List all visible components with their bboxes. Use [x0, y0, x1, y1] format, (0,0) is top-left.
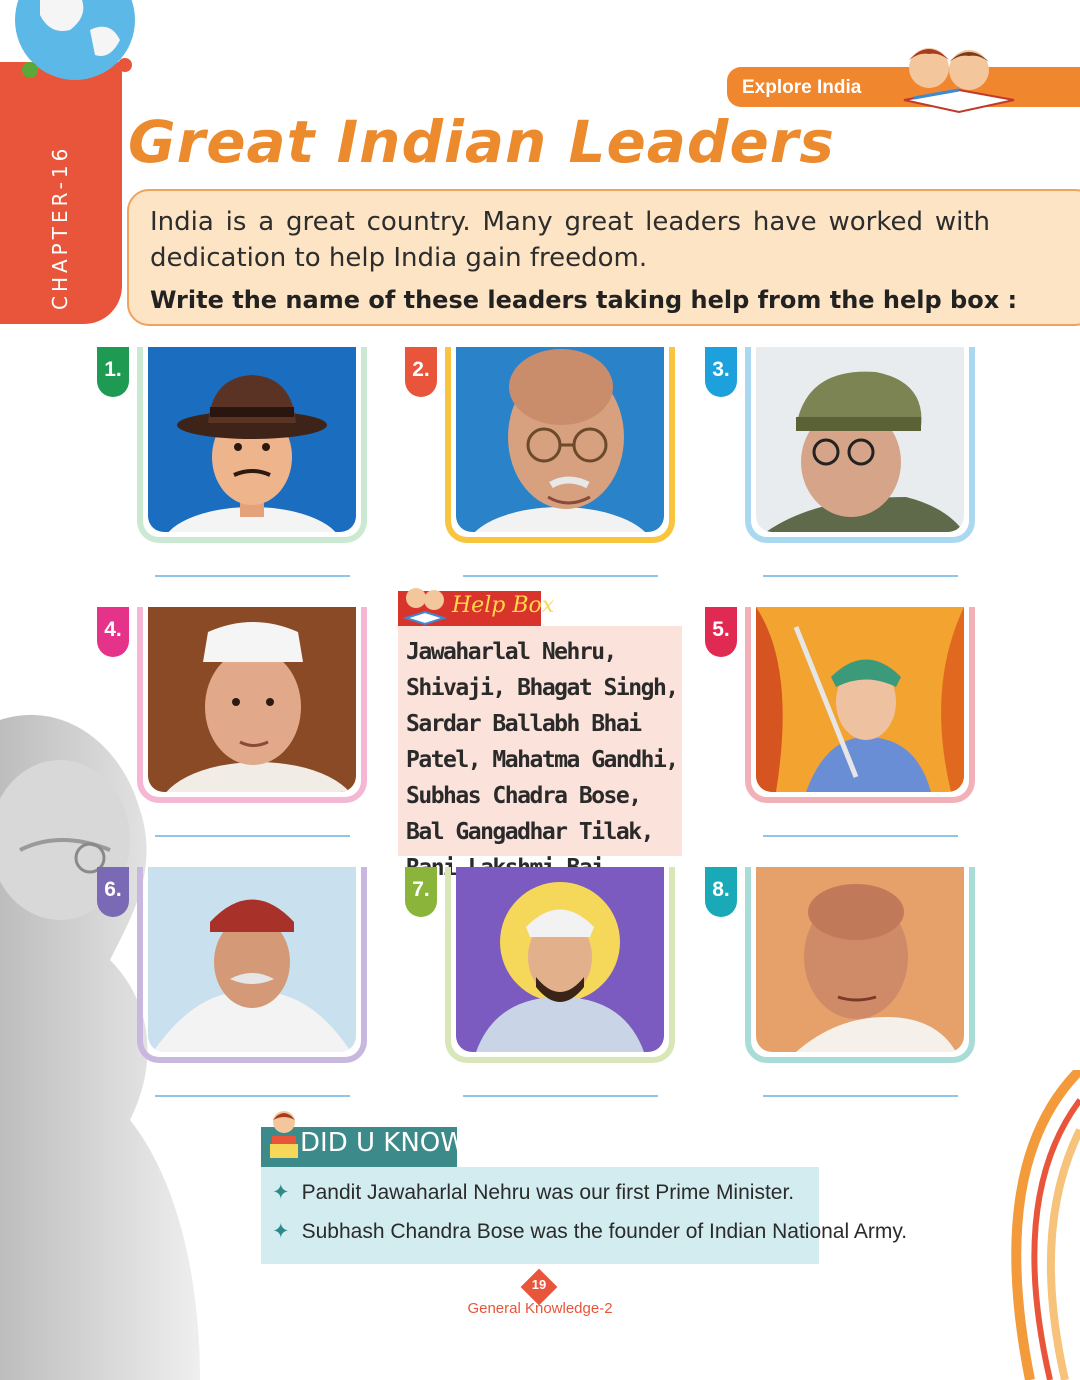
star-bullet-icon: ✦: [272, 1181, 290, 1204]
fact-item: [272, 1180, 794, 1205]
leader-photo-2: [456, 347, 664, 532]
book-title: General Knowledge-2: [467, 1300, 613, 1317]
page-number: 19: [531, 1277, 547, 1292]
answer-line-8[interactable]: [763, 1095, 958, 1097]
chapter-label: CHAPTER-16: [48, 144, 72, 310]
did-you-know-title: DID U KNOW?: [300, 1128, 480, 1158]
decorative-swirl: [1000, 1070, 1080, 1380]
answer-line-5[interactable]: [763, 835, 958, 837]
answer-line-2[interactable]: [463, 575, 658, 577]
star-bullet-icon: ✦: [272, 1220, 290, 1243]
boy-reading-icon: [266, 1108, 302, 1166]
help-kids-icon: [402, 584, 448, 626]
answer-line-7[interactable]: [463, 1095, 658, 1097]
leader-number-8: 8.: [705, 867, 737, 917]
answer-line-4[interactable]: [155, 835, 350, 837]
leader-photo-6: [148, 867, 356, 1052]
leader-photo-8: [756, 867, 964, 1052]
fact-text: Subhash Chandra Bose was the founder of Indian National Army.: [301, 1220, 908, 1243]
leader-number-1: 1.: [97, 347, 129, 397]
section-tag: Explore India: [742, 77, 862, 98]
leader-number-3: 3.: [705, 347, 737, 397]
leader-number-5: 5.: [705, 607, 737, 657]
leader-photo-5: [756, 607, 964, 792]
globe-icon: [10, 0, 140, 90]
leader-photo-4: [148, 607, 356, 792]
instruction-text: Write the name of these leaders taking help from the help box :: [150, 286, 1018, 314]
leader-number-2: 2.: [405, 347, 437, 397]
answer-line-6[interactable]: [155, 1095, 350, 1097]
help-box-title: Help Box: [452, 593, 555, 618]
fact-text: Pandit Jawaharlal Nehru was our first Prime Minister.: [301, 1181, 795, 1204]
leader-photo-3: [756, 347, 964, 532]
help-box-text: Jawaharlal Nehru, Shivaji, Bhagat Singh, Sardar Ballabh Bhai Patel, Mahatma Gandhi, Subhas Chadra Bose, Bal Gangadhar Tilak,: [406, 639, 678, 845]
leader-photo-7: [456, 867, 664, 1052]
reading-kids-icon: [884, 40, 1034, 120]
leader-number-7: 7.: [405, 867, 437, 917]
answer-line-3[interactable]: [763, 575, 958, 577]
fact-item: [272, 1219, 907, 1244]
page-title: Great Indian Leaders: [128, 108, 835, 176]
leader-number-6: 6.: [97, 867, 129, 917]
intro-paragraph: India is a great country. Many great leaders have worked with dedication to help India gain freedom.: [150, 207, 990, 273]
leader-photo-1: [148, 347, 356, 532]
answer-line-1[interactable]: [155, 575, 350, 577]
leader-number-4: 4.: [97, 607, 129, 657]
